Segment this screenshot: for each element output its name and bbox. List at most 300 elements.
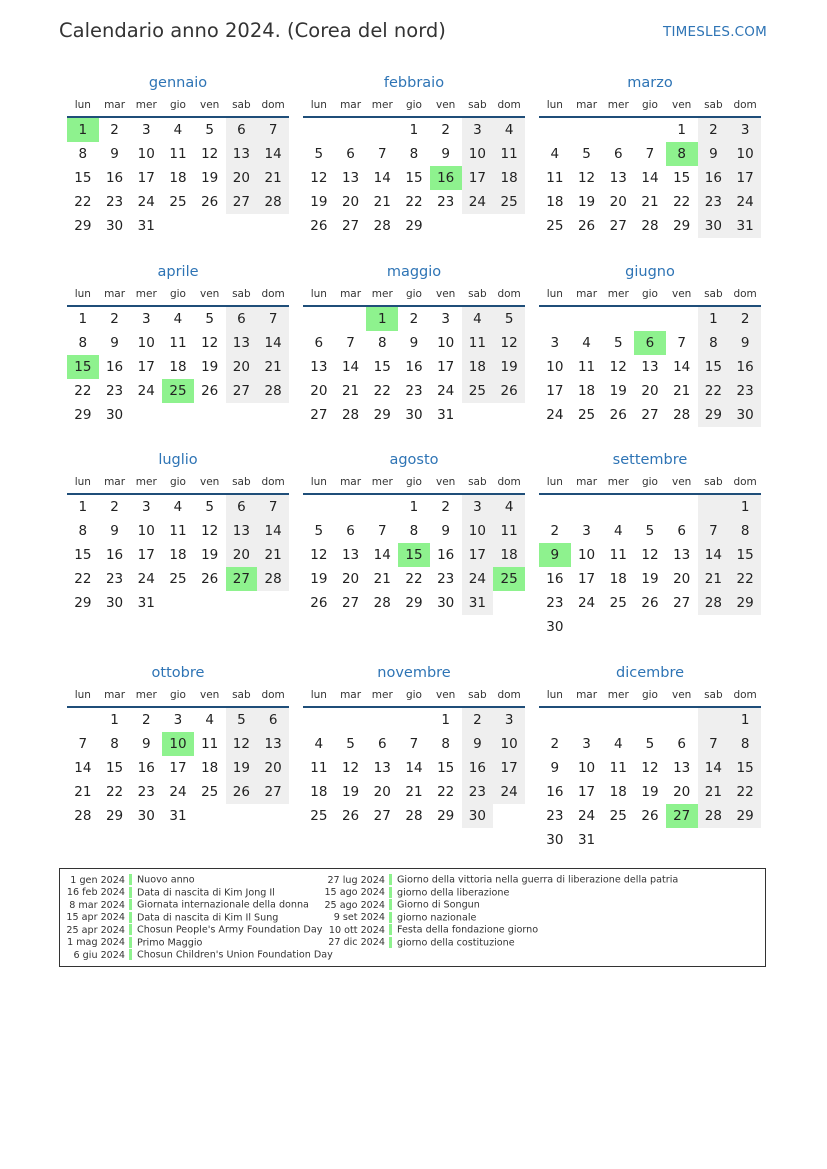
day-cell: 8 bbox=[78, 146, 88, 162]
weekday-header: dom bbox=[497, 99, 521, 111]
day-cell: 22 bbox=[405, 194, 423, 210]
empty-cell bbox=[335, 494, 367, 519]
day-cell: 15 bbox=[698, 355, 730, 379]
weekday-header: lun bbox=[546, 288, 563, 300]
day-cell: 12 bbox=[641, 547, 659, 563]
weekday-header: sab bbox=[232, 288, 251, 300]
weekday-header: sab bbox=[468, 689, 487, 701]
day-cell: 12 bbox=[577, 170, 596, 186]
day-cell: 13 bbox=[226, 142, 258, 166]
weekday-header: sab bbox=[704, 689, 723, 701]
day-cell: 9 bbox=[698, 142, 730, 166]
weekday-header: dom bbox=[261, 99, 285, 111]
day-cell: 6 bbox=[226, 494, 258, 519]
weekday-header: mer bbox=[371, 99, 393, 111]
empty-cell bbox=[698, 494, 730, 519]
day-cell: 14 bbox=[257, 519, 289, 543]
day-cell: 4 bbox=[613, 736, 623, 752]
empty-cell bbox=[698, 707, 730, 732]
month-table bbox=[67, 288, 289, 427]
day-cell: 5 bbox=[493, 306, 525, 331]
holiday-day-cell: 9 bbox=[539, 543, 571, 567]
day-cell: 31 bbox=[137, 218, 155, 234]
day-cell: 4 bbox=[613, 523, 623, 539]
day-cell: 15 bbox=[74, 547, 92, 563]
day-cell: 2 bbox=[141, 712, 151, 728]
day-cell: 3 bbox=[441, 311, 450, 327]
day-cell: 19 bbox=[577, 194, 596, 210]
day-cell: 31 bbox=[577, 832, 596, 848]
empty-cell bbox=[729, 828, 761, 852]
weekday-header: dom bbox=[733, 476, 757, 488]
holiday-day-cell: 6 bbox=[634, 331, 666, 355]
day-cell: 2 bbox=[462, 707, 494, 732]
day-cell: 3 bbox=[550, 335, 560, 351]
month-table bbox=[303, 476, 525, 615]
day-cell: 16 bbox=[437, 547, 455, 563]
day-cell: 4 bbox=[493, 117, 525, 142]
holiday-day-cell: 25 bbox=[493, 567, 525, 591]
weekday-header: mar bbox=[340, 99, 362, 111]
day-cell: 5 bbox=[314, 146, 324, 162]
weekday-header: ven bbox=[671, 288, 692, 300]
day-cell: 30 bbox=[105, 218, 124, 234]
day-cell: 25 bbox=[609, 808, 627, 824]
day-cell: 2 bbox=[409, 311, 419, 327]
day-cell: 14 bbox=[405, 760, 423, 776]
day-cell: 1 bbox=[409, 499, 419, 515]
empty-cell bbox=[366, 707, 398, 732]
day-cell: 11 bbox=[201, 736, 219, 752]
legend-row bbox=[318, 924, 678, 937]
day-cell: 13 bbox=[226, 519, 258, 543]
weekday-header: ven bbox=[435, 476, 456, 488]
day-cell: 18 bbox=[577, 383, 596, 399]
day-cell: 12 bbox=[201, 523, 219, 539]
day-cell: 21 bbox=[373, 194, 391, 210]
day-cell: 4 bbox=[462, 306, 494, 331]
day-cell: 22 bbox=[373, 383, 391, 399]
day-cell: 28 bbox=[698, 804, 730, 828]
day-cell: 17 bbox=[137, 170, 155, 186]
day-cell: 23 bbox=[405, 383, 423, 399]
day-cell: 15 bbox=[729, 756, 761, 780]
day-cell: 5 bbox=[205, 311, 214, 327]
day-cell: 31 bbox=[437, 407, 455, 423]
weekday-header: gio bbox=[405, 99, 422, 111]
day-cell: 4 bbox=[173, 311, 183, 327]
legend-holiday-name: Chosun People's Army Foundation Day bbox=[137, 924, 323, 936]
day-cell: 19 bbox=[641, 784, 659, 800]
legend-color-marker bbox=[129, 912, 132, 923]
day-cell: 17 bbox=[577, 571, 596, 587]
legend-color-marker bbox=[389, 874, 392, 885]
empty-cell bbox=[539, 707, 571, 732]
day-cell: 29 bbox=[105, 808, 124, 824]
day-cell: 9 bbox=[441, 523, 450, 539]
day-cell: 26 bbox=[201, 571, 219, 587]
weekday-header: ven bbox=[671, 689, 692, 701]
empty-cell bbox=[366, 494, 398, 519]
empty-cell bbox=[257, 214, 289, 238]
day-cell: 17 bbox=[437, 359, 455, 375]
day-cell: 31 bbox=[462, 591, 494, 615]
month-table bbox=[67, 689, 289, 828]
day-cell: 6 bbox=[314, 335, 324, 351]
day-cell: 22 bbox=[437, 784, 455, 800]
legend-holiday-name: Chosun Children's Union Foundation Day bbox=[137, 949, 333, 961]
day-cell: 7 bbox=[377, 146, 387, 162]
day-cell: 18 bbox=[169, 359, 187, 375]
day-cell: 22 bbox=[74, 194, 92, 210]
empty-cell bbox=[303, 117, 335, 142]
day-cell: 23 bbox=[546, 808, 564, 824]
weekday-header: gio bbox=[405, 689, 422, 701]
month-name: agosto bbox=[389, 452, 439, 468]
weekday-header: gio bbox=[641, 476, 658, 488]
legend-holiday-name: Data di nascita di Kim Jong Il bbox=[137, 887, 275, 898]
weekday-header: lun bbox=[546, 99, 563, 111]
weekday-header: ven bbox=[435, 689, 456, 701]
weekday-header: lun bbox=[310, 99, 327, 111]
weekday-header: lun bbox=[310, 288, 327, 300]
day-cell: 13 bbox=[310, 359, 328, 375]
day-cell: 20 bbox=[226, 543, 258, 567]
day-cell: 29 bbox=[729, 804, 761, 828]
day-cell: 30 bbox=[105, 595, 124, 611]
day-cell: 11 bbox=[493, 142, 525, 166]
empty-cell bbox=[257, 591, 289, 615]
empty-cell bbox=[571, 117, 603, 142]
day-cell: 6 bbox=[613, 146, 623, 162]
day-cell: 9 bbox=[110, 523, 119, 539]
legend-color-marker bbox=[129, 949, 132, 960]
legend-color-marker bbox=[389, 887, 392, 898]
day-cell: 5 bbox=[205, 122, 214, 138]
legend-column-right bbox=[318, 874, 678, 949]
legend-holiday-name: giorno della costituzione bbox=[397, 937, 515, 948]
day-cell: 23 bbox=[462, 780, 494, 804]
empty-cell bbox=[162, 403, 194, 427]
day-cell: 3 bbox=[462, 494, 494, 519]
legend-date: 15 apr 2024 bbox=[66, 912, 125, 923]
empty-cell bbox=[539, 306, 571, 331]
day-cell: 17 bbox=[137, 547, 155, 563]
day-cell: 5 bbox=[645, 523, 655, 539]
day-cell: 5 bbox=[346, 736, 355, 752]
day-cell: 23 bbox=[137, 784, 155, 800]
day-cell: 31 bbox=[169, 808, 187, 824]
legend-holiday-name: giorno nazionale bbox=[397, 912, 477, 923]
day-cell: 2 bbox=[110, 311, 119, 327]
empty-cell bbox=[539, 117, 571, 142]
legend-holiday-name: Giornata internazionale della donna bbox=[137, 899, 309, 911]
day-cell: 3 bbox=[493, 707, 525, 732]
day-cell: 21 bbox=[341, 383, 360, 399]
legend-holiday-name: Nuovo anno bbox=[137, 874, 195, 886]
day-cell: 27 bbox=[226, 379, 258, 403]
month-table bbox=[67, 476, 289, 615]
day-cell: 16 bbox=[105, 170, 124, 186]
empty-cell bbox=[194, 214, 226, 238]
day-cell: 19 bbox=[201, 170, 219, 186]
legend-date: 15 ago 2024 bbox=[324, 887, 385, 898]
weekday-header: dom bbox=[497, 689, 521, 701]
day-cell: 4 bbox=[205, 712, 214, 728]
day-cell: 16 bbox=[546, 571, 564, 587]
legend-date: 9 set 2024 bbox=[333, 912, 385, 923]
month-name: gennaio bbox=[148, 75, 208, 91]
day-cell: 24 bbox=[137, 194, 155, 210]
day-cell: 18 bbox=[609, 784, 627, 800]
weekday-header: mar bbox=[104, 99, 126, 111]
day-cell: 28 bbox=[257, 379, 289, 403]
legend-row bbox=[60, 924, 333, 937]
day-cell: 15 bbox=[405, 170, 423, 186]
day-cell: 28 bbox=[673, 407, 691, 423]
empty-cell bbox=[162, 591, 194, 615]
day-cell: 12 bbox=[310, 547, 328, 563]
day-cell: 20 bbox=[226, 355, 258, 379]
day-cell: 28 bbox=[257, 190, 289, 214]
month-agosto bbox=[303, 450, 525, 615]
day-cell: 1 bbox=[110, 712, 119, 728]
day-cell: 29 bbox=[698, 403, 730, 427]
day-cell: 26 bbox=[310, 218, 328, 234]
empty-cell bbox=[130, 403, 162, 427]
day-cell: 27 bbox=[257, 780, 289, 804]
legend-row bbox=[318, 887, 678, 900]
day-cell: 29 bbox=[74, 595, 92, 611]
month-marzo bbox=[539, 73, 761, 238]
day-cell: 23 bbox=[437, 571, 455, 587]
day-cell: 14 bbox=[257, 331, 289, 355]
day-cell: 18 bbox=[169, 170, 187, 186]
weekday-header: lun bbox=[310, 689, 327, 701]
day-cell: 7 bbox=[346, 335, 355, 351]
day-cell: 27 bbox=[310, 407, 328, 423]
empty-cell bbox=[462, 403, 494, 427]
legend-holiday-name: Primo Maggio bbox=[137, 937, 203, 948]
weekday-header: dom bbox=[733, 99, 757, 111]
weekday-header: mer bbox=[607, 689, 629, 701]
weekday-header: mar bbox=[340, 288, 362, 300]
day-cell: 17 bbox=[462, 166, 494, 190]
day-cell: 13 bbox=[609, 170, 627, 186]
day-cell: 29 bbox=[74, 218, 92, 234]
weekday-header: sab bbox=[704, 99, 723, 111]
day-cell: 26 bbox=[341, 808, 360, 824]
day-cell: 22 bbox=[105, 784, 124, 800]
day-cell: 4 bbox=[173, 499, 183, 515]
day-cell: 20 bbox=[226, 166, 258, 190]
empty-cell bbox=[634, 828, 666, 852]
day-cell: 3 bbox=[462, 117, 494, 142]
day-cell: 6 bbox=[226, 306, 258, 331]
weekday-header: mar bbox=[104, 689, 126, 701]
day-cell: 14 bbox=[373, 170, 391, 186]
day-cell: 17 bbox=[729, 166, 761, 190]
day-cell: 3 bbox=[729, 117, 761, 142]
day-cell: 27 bbox=[341, 218, 360, 234]
day-cell: 24 bbox=[137, 383, 155, 399]
day-cell: 29 bbox=[673, 218, 691, 234]
day-cell: 23 bbox=[105, 383, 124, 399]
day-cell: 18 bbox=[493, 543, 525, 567]
day-cell: 1 bbox=[729, 494, 761, 519]
legend-color-marker bbox=[389, 912, 392, 923]
day-cell: 14 bbox=[698, 756, 730, 780]
day-cell: 30 bbox=[462, 804, 494, 828]
day-cell: 6 bbox=[257, 707, 289, 732]
day-cell: 17 bbox=[462, 543, 494, 567]
day-cell: 7 bbox=[257, 306, 289, 331]
day-cell: 16 bbox=[546, 784, 564, 800]
day-cell: 24 bbox=[729, 190, 761, 214]
weekday-header: mer bbox=[371, 288, 393, 300]
empty-cell bbox=[634, 306, 666, 331]
day-cell: 13 bbox=[257, 732, 289, 756]
month-name: aprile bbox=[157, 264, 199, 280]
day-cell: 30 bbox=[546, 619, 564, 635]
holiday-day-cell: 8 bbox=[666, 142, 698, 166]
day-cell: 14 bbox=[673, 359, 691, 375]
day-cell: 26 bbox=[226, 780, 258, 804]
month-table bbox=[67, 99, 289, 238]
empty-cell bbox=[257, 804, 289, 828]
day-cell: 9 bbox=[550, 760, 560, 776]
day-cell: 18 bbox=[493, 166, 525, 190]
weekday-header: gio bbox=[641, 99, 658, 111]
day-cell: 26 bbox=[493, 379, 525, 403]
empty-cell bbox=[257, 403, 289, 427]
empty-cell bbox=[634, 707, 666, 732]
day-cell: 11 bbox=[462, 331, 494, 355]
day-cell: 13 bbox=[226, 331, 258, 355]
day-cell: 5 bbox=[226, 707, 258, 732]
empty-cell bbox=[194, 591, 226, 615]
empty-cell bbox=[602, 306, 634, 331]
empty-cell bbox=[493, 591, 525, 615]
month-settembre bbox=[539, 450, 761, 639]
weekday-header: ven bbox=[435, 99, 456, 111]
day-cell: 10 bbox=[462, 142, 494, 166]
day-cell: 10 bbox=[546, 359, 564, 375]
day-cell: 10 bbox=[437, 335, 455, 351]
day-cell: 29 bbox=[405, 218, 423, 234]
day-cell: 25 bbox=[201, 784, 219, 800]
day-cell: 29 bbox=[437, 808, 455, 824]
day-cell: 15 bbox=[437, 760, 455, 776]
day-cell: 1 bbox=[677, 122, 686, 138]
empty-cell bbox=[194, 403, 226, 427]
day-cell: 7 bbox=[78, 736, 88, 752]
empty-cell bbox=[698, 615, 730, 639]
day-cell: 12 bbox=[341, 760, 360, 776]
day-cell: 19 bbox=[493, 355, 525, 379]
month-name: novembre bbox=[377, 665, 451, 681]
empty-cell bbox=[303, 494, 335, 519]
legend-holiday-name: Giorno della vittoria nella guerra di liberazione della patria bbox=[397, 874, 679, 886]
weekday-header: mer bbox=[135, 689, 157, 701]
day-cell: 21 bbox=[74, 784, 92, 800]
weekday-header: mar bbox=[576, 689, 598, 701]
day-cell: 16 bbox=[405, 359, 423, 375]
day-cell: 22 bbox=[673, 194, 691, 210]
empty-cell bbox=[335, 306, 367, 331]
day-cell: 23 bbox=[698, 190, 730, 214]
legend-date: 1 gen 2024 bbox=[70, 874, 125, 886]
weekday-header: mer bbox=[607, 288, 629, 300]
month-table bbox=[539, 476, 761, 639]
empty-cell bbox=[226, 214, 258, 238]
day-cell: 8 bbox=[698, 331, 730, 355]
day-cell: 21 bbox=[373, 571, 391, 587]
legend-color-marker bbox=[389, 899, 392, 910]
holiday-day-cell: 15 bbox=[67, 355, 99, 379]
holiday-day-cell: 15 bbox=[398, 543, 430, 567]
day-cell: 23 bbox=[105, 571, 124, 587]
day-cell: 20 bbox=[341, 571, 360, 587]
day-cell: 28 bbox=[405, 808, 423, 824]
day-cell: 7 bbox=[377, 523, 387, 539]
day-cell: 21 bbox=[405, 784, 423, 800]
legend-date: 16 feb 2024 bbox=[66, 887, 125, 898]
day-cell: 1 bbox=[441, 712, 450, 728]
day-cell: 17 bbox=[169, 760, 187, 776]
weekday-header: sab bbox=[232, 99, 251, 111]
legend-color-marker bbox=[129, 937, 132, 948]
day-cell: 8 bbox=[78, 335, 88, 351]
day-cell: 2 bbox=[729, 306, 761, 331]
day-cell: 26 bbox=[641, 808, 659, 824]
day-cell: 19 bbox=[609, 383, 627, 399]
month-table bbox=[539, 689, 761, 852]
day-cell: 10 bbox=[137, 335, 155, 351]
weekday-header: dom bbox=[733, 288, 757, 300]
day-cell: 25 bbox=[546, 218, 564, 234]
empty-cell bbox=[493, 403, 525, 427]
page-title: Calendario anno 2024. (Corea del nord) bbox=[59, 19, 446, 42]
day-cell: 9 bbox=[462, 732, 494, 756]
day-cell: 12 bbox=[493, 331, 525, 355]
day-cell: 24 bbox=[437, 383, 455, 399]
day-cell: 12 bbox=[226, 732, 258, 756]
legend-row bbox=[318, 912, 678, 925]
day-cell: 29 bbox=[405, 595, 423, 611]
empty-cell bbox=[366, 117, 398, 142]
brand-link[interactable]: TIMESLES.COM bbox=[663, 24, 767, 40]
day-cell: 9 bbox=[729, 331, 761, 355]
day-cell: 11 bbox=[310, 760, 328, 776]
day-cell: 24 bbox=[577, 808, 596, 824]
empty-cell bbox=[493, 804, 525, 828]
day-cell: 30 bbox=[137, 808, 155, 824]
month-name: settembre bbox=[612, 452, 688, 468]
day-cell: 20 bbox=[641, 383, 659, 399]
day-cell: 23 bbox=[729, 379, 761, 403]
day-cell: 8 bbox=[409, 523, 419, 539]
day-cell: 2 bbox=[441, 499, 450, 515]
day-cell: 20 bbox=[373, 784, 391, 800]
day-cell: 18 bbox=[462, 355, 494, 379]
day-cell: 20 bbox=[609, 194, 627, 210]
day-cell: 3 bbox=[173, 712, 183, 728]
weekday-header: sab bbox=[468, 288, 487, 300]
day-cell: 6 bbox=[346, 146, 355, 162]
day-cell: 28 bbox=[373, 218, 391, 234]
day-cell: 13 bbox=[673, 760, 691, 776]
